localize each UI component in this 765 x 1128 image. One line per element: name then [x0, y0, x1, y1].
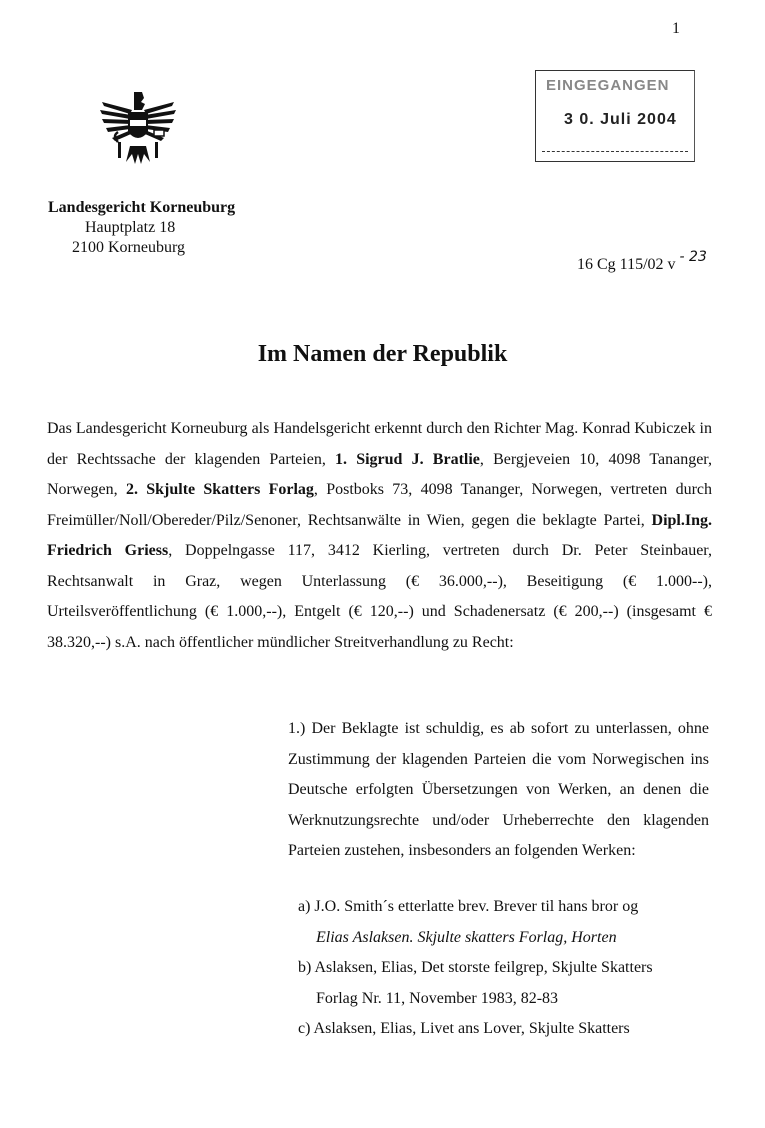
work-line-2: Forlag Nr. 11, November 1983, 82-83 [316, 989, 559, 1007]
work-item [298, 953, 718, 1014]
plaintiff-1: 1. Sigrud J. Bratlie [335, 450, 480, 468]
stamp-date: 3 0. Juli 2004 [564, 111, 677, 128]
works-list [298, 892, 718, 1045]
page-number: 1 [672, 20, 680, 37]
ruling-item-1: 1.) Der Beklagte ist schuldig, es ab sofort zu unterlassen, ohne Zustimmung der klagenden Parteien die vom Norwegischen ins Deutsche erfolgten Übersetzungen von Werken, an denen die Werknutzungsrechte und/oder Urheberrechte den klagenden Parteien zustehen, insbesonders an folgenden Werken: [288, 720, 709, 859]
court-street: Hauptplatz 18 [85, 219, 176, 236]
document-heading: Im Namen der Republik [257, 341, 508, 367]
court-city: 2100 Korneuburg [72, 239, 186, 256]
work-item [298, 892, 718, 953]
austrian-eagle-icon [98, 88, 178, 168]
work-item [298, 1014, 718, 1045]
court-name: Landesgericht Korneuburg [48, 199, 236, 216]
court-address [48, 198, 235, 258]
intro-text-2: , Bergjeveien 10, 4098 Tananger, Norwegen, [47, 450, 712, 498]
stamp-title: EINGEGANGEN [546, 77, 670, 94]
judgment-intro-paragraph [47, 414, 712, 658]
stamp-dashed-line [542, 151, 688, 152]
handwritten-annotation: - 23 [679, 249, 707, 265]
work-line-2: Elias Aslaksen. Skjulte skatters Forlag, Horten [316, 928, 617, 946]
work-line-1: a) J.O. Smith´s etterlatte brev. Brever til hans bror og [298, 898, 639, 915]
case-reference [577, 249, 707, 274]
intro-text-4: , Doppelngasse 117, 3412 Kierling, vertreten durch Dr. Peter Steinbauer, Rechtsanwalt in Graz, wegen Unterlassung (€ 36.000,--), Beseitigung (€ 1.000--), Urteilsveröffentlichung (€ 1.000,--), Entgelt (€ 120,--) und Schadenersatz (€ 200,--) (insgesamt € 38.320,--) s.A. nach öffentlicher mündlicher Streitverhandlung zu Recht: [47, 542, 712, 651]
intro-text-1: Das Landesgericht Korneuburg als Handelsgericht erkennt durch den Richter Mag. Konrad Kubiczek in der Rechtssache der klagenden Parteien, [47, 420, 712, 468]
plaintiff-2: 2. Skjulte Skatters Forlag [125, 481, 314, 498]
case-number: 16 Cg 115/02 v [577, 256, 676, 273]
work-line-1: b) Aslaksen, Elias, Det storste feilgrep, Skjulte Skatters [298, 959, 653, 976]
received-stamp [535, 70, 695, 162]
work-line-1: c) Aslaksen, Elias, Livet ans Lover, Skjulte Skatters [298, 1020, 630, 1037]
intro-text-3: , Postboks 73, 4098 Tananger, Norwegen, vertreten durch Freimüller/Noll/Obereder/Pilz/Senoner, Rechtsanwälte in Wien, gegen die beklagte Partei, [47, 481, 713, 529]
defendant: Dipl.Ing. Friedrich Griess [47, 511, 712, 559]
